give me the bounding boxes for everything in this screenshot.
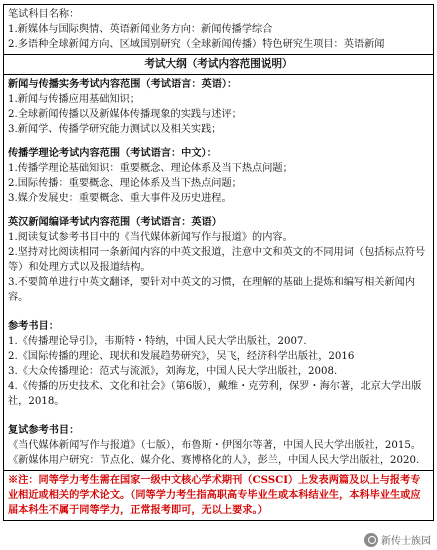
practice-item: 3.新闻学、传播学研究能力测试以及相关实践； [8, 124, 222, 135]
reference-item: 3.《大众传播理论：范式与流派》，刘海龙，中国人民大学出版社，2008. [8, 366, 338, 377]
exam-subject-section [4, 5, 433, 54]
retest-references-section [8, 423, 429, 468]
reference-item: 1.《传播理论导引》，韦斯特・特纳，中国人民大学出版社，2007. [8, 336, 307, 347]
outline-title: 考试大纲（考试内容范围说明） [144, 58, 293, 70]
translation-item: 1.阅读复试参考书目中的《当代媒体新闻写作与报道》的内容。 [8, 232, 293, 243]
retest-reference-item: 《当代媒体新闻写作与报道》（七版），布鲁斯・伊图尔等著，中国人民大学出版社，2015。 [8, 440, 422, 451]
equivalent-degree-note: ※注：同等学力考生需在国家一级中文核心学术期刊（CSSCI）上发表两篇及以上与报考专业相近或相关的学术论文。（同等学力考生指高职高专毕业生或本科结业生，本科毕业生或应届本科生不属于同等学力，正常报考即可，无以上要求。） [8, 474, 421, 516]
translation-item: 3.不要简单进行中英文翻译，要针对中英文的习惯，在理解的基础上提炼和编写相关新闻内容。 [8, 277, 416, 303]
practice-title: 新闻与传播实务考试内容范围（考试语言：英语）： [8, 78, 238, 90]
theory-item: 1.传播学理论基础知识：重要概念、理论体系及当下热点问题； [8, 163, 293, 174]
outline-content [4, 74, 433, 470]
watermark [361, 531, 434, 548]
subject-item: 1.新媒体与国际舆情、英语新闻业务方向：新闻传播学综合 [8, 24, 273, 35]
exam-outline-document [3, 4, 434, 521]
references-section [8, 319, 429, 409]
reference-item: 4.《传播的历史技术、文化和社会》（第6版），戴维・克劳利，保罗・海尔著，北京大学出版社，2018。 [8, 381, 422, 407]
subject-label: 笔试科目名称： [8, 9, 80, 20]
practice-item: 1.新闻与传播应用基础知识； [8, 94, 140, 105]
practice-item: 2.全球新闻传播以及新媒体传播现象的实践与述评； [8, 109, 242, 120]
reference-item: 2.《国际传播的理论、现状和发展趋势研究》，吴飞，经济科学出版社，2016 [8, 351, 355, 362]
translation-item: 2.坚持对比阅读相同一条新闻内容的中英文报道，注意中文和英文的不同用词（包括标点符号等）和处理方式以及报道结构。 [8, 247, 426, 273]
practice-section [8, 77, 429, 137]
wechat-icon [364, 533, 378, 547]
translation-title: 英汉新闻编译考试内容范围（考试语言：英语） [8, 216, 222, 228]
theory-section [8, 146, 429, 206]
subject-item: 2.多语种全球新闻方向、区域国别研究（全球新闻传播）特色研究生项目：英语新闻 [8, 39, 385, 50]
retest-references-title: 复试参考书目： [8, 424, 80, 436]
references-title: 参考书目： [8, 320, 59, 332]
theory-item: 3.媒介发展史：重要概念、重大事件及历史进程。 [8, 193, 232, 204]
note-row [4, 470, 433, 520]
watermark-text: 新传士族园 [381, 536, 431, 547]
theory-item: 2.国际传播：重要概念、理论体系及当下热点问题； [8, 178, 242, 189]
theory-title: 传播学理论考试内容范围（考试语言：中文）： [8, 147, 217, 159]
translation-section [8, 215, 429, 305]
outline-header-row [4, 54, 433, 74]
retest-reference-item: 《新媒体用户研究：节点化、媒介化、赛博格化的人》，彭兰，中国人民大学出版社，2020. [8, 455, 420, 466]
